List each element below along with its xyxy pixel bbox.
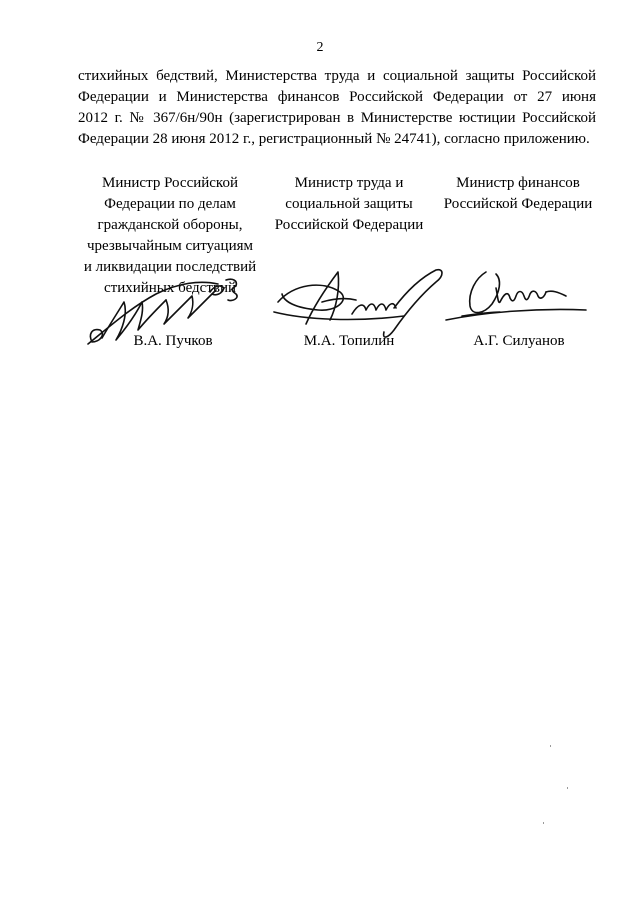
paragraph-line: 2012 г. № 367/6н/90н (зарегистрирован в Министерстве юстиции Российской (78, 110, 596, 126)
signatory-title-line: Российской Федерации (274, 217, 424, 233)
signatory-3-name: А.Г. Силуанов (473, 333, 565, 349)
paragraph-line: Федерации 28 июня 2012 г., регистрационный № 24741), согласно приложению. (78, 131, 590, 147)
signatory-3-title (430, 173, 606, 215)
paragraph-line: стихийных бедствий, Министерства труда и социальной защиты Российской (78, 68, 596, 84)
signatory-title-line: Министр Российской (102, 175, 238, 191)
signatory-2-title (260, 173, 438, 236)
paragraph-line: Федерации и Министерства финансов Российской Федерации от 27 июня (78, 89, 596, 105)
signatory-title-line: Российской Федерации (443, 196, 593, 212)
signatory-title-line: Министр труда и (294, 175, 404, 191)
scan-speck (543, 822, 544, 824)
signatory-2-name: М.А. Топилин (303, 333, 395, 349)
page-number: 2 (316, 40, 324, 55)
signatory-1-name: В.А. Пучков (133, 333, 213, 349)
signatory-title-line: стихийных бедствий (103, 280, 237, 296)
signatory-title-line: Федерации по делам (104, 196, 236, 212)
signatory-title-line: чрезвычайным ситуациям (87, 238, 253, 254)
signature-3-handwritten (440, 262, 590, 328)
signatory-title-line: гражданской обороны, (97, 217, 243, 233)
scan-speck (567, 787, 568, 789)
signatory-title-line: и ликвидации последствий (83, 259, 257, 275)
body-paragraph (78, 66, 596, 150)
signatory-title-line: Министр финансов (456, 175, 580, 191)
signatory-title-line: социальной защиты (285, 196, 413, 212)
scan-speck (550, 745, 551, 747)
